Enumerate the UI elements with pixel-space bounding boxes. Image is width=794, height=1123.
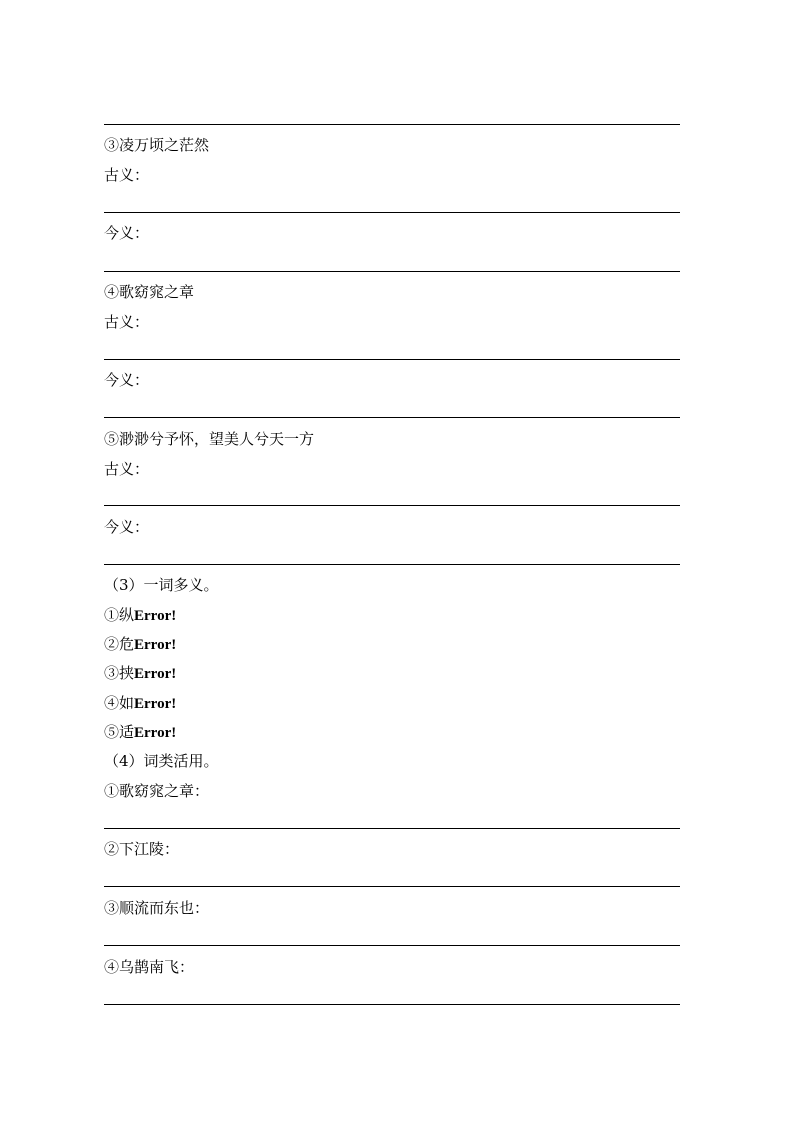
polysemy-item: ④如Error! [104, 694, 177, 712]
section-3-heading: （3）一词多义。 [104, 576, 219, 594]
answer-line [104, 945, 680, 946]
answer-line [104, 505, 680, 506]
answer-line [104, 1004, 680, 1005]
item-3-title: ③凌万顷之茫然 [104, 136, 210, 154]
item-5-gu-label: 古义： [104, 460, 150, 478]
answer-line [104, 271, 680, 272]
answer-line [104, 828, 680, 829]
word-class-item-2: ②下江陵： [104, 840, 180, 858]
answer-line [104, 124, 680, 125]
item-4-jin-label: 今义： [104, 371, 150, 389]
answer-line [104, 417, 680, 418]
answer-line [104, 359, 680, 360]
item-3-gu-label: 古义： [104, 166, 150, 184]
item-5-jin-label: 今义： [104, 518, 150, 536]
item-4-title: ④歌窈窕之章 [104, 283, 195, 301]
word-class-item-3: ③顺流而东也： [104, 899, 210, 917]
section-4-heading: （4）词类活用。 [104, 752, 219, 770]
word-class-item-1: ①歌窈窕之章： [104, 782, 210, 800]
polysemy-item: ⑤适Error! [104, 723, 177, 741]
word-class-item-4: ④乌鹊南飞： [104, 958, 195, 976]
answer-line [104, 212, 680, 213]
item-5-title: ⑤渺渺兮予怀，望美人兮天一方 [104, 430, 315, 448]
polysemy-item: ②危Error! [104, 635, 177, 653]
item-4-gu-label: 古义： [104, 313, 150, 331]
item-3-jin-label: 今义： [104, 224, 150, 242]
polysemy-item: ③挟Error! [104, 664, 177, 682]
answer-line [104, 564, 680, 565]
polysemy-item: ①纵Error! [104, 606, 177, 624]
answer-line [104, 886, 680, 887]
